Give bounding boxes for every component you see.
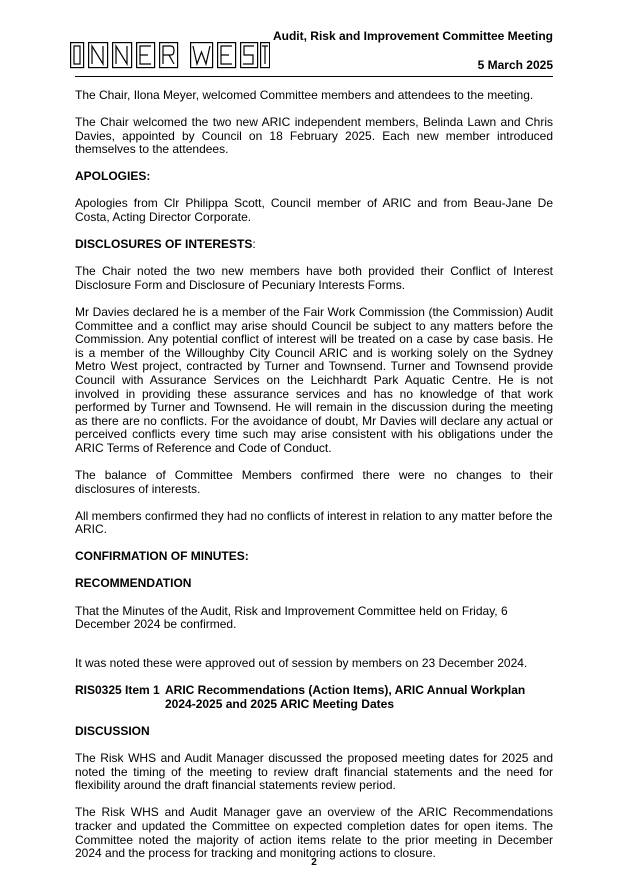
disclosures-paragraph-3: The balance of Committee Members confirmed there were no changes to their disclosures of interests. <box>75 467 553 496</box>
minutes-heading: CONFIRMATION OF MINUTES: <box>75 549 249 564</box>
discussion-heading: DISCUSSION <box>75 724 150 738</box>
approved-paragraph: It was noted these were approved out of session by members on 23 December 2024. <box>75 656 528 671</box>
minutes-body <box>75 89 553 874</box>
disclosures-heading <box>75 238 553 252</box>
discussion-paragraph-2: The Risk WHS and Audit Manager gave an overview of the ARIC Recommendations tracker and updated the Committee on expected completion dates for open items. The Committee noted the majority of action items relate to the prior meeting in December 2024 and the process for tracking and monitoring actions to closure. <box>75 805 553 861</box>
inner-west-logo <box>70 40 270 70</box>
disclosures-paragraph-4: All members confirmed they had no conflicts of interest in relation to any matter before the ARIC. <box>75 508 553 537</box>
recommendation-heading: RECOMMENDATION <box>75 576 192 591</box>
header-divider <box>75 76 553 77</box>
meeting-date: 5 March 2025 <box>477 58 553 72</box>
new-members-paragraph: The Chair welcomed the two new ARIC independent members, Belinda Lawn and Chris Davies, appointed by Council on 18 February 2025. Each new member introduced themselves to the attendees. <box>75 115 553 157</box>
agenda-item <box>75 684 553 711</box>
agenda-item-title: ARIC Recommendations (Action Items), ARIC Annual Workplan 2024-2025 and 2025 ARIC Meeting Dates <box>165 683 526 711</box>
page-number: 2 <box>311 857 317 868</box>
disclosures-heading-text: DISCLOSURES OF INTERESTS <box>75 237 253 252</box>
disclosures-paragraph-2: Mr Davies declared he is a member of the Fair Work Commission (the Commission) Audit Committee and a conflict may arise should Council be subject to any matters before the Commission. Any potential conflict of interest will be treated on a case by case basis. He is a member of the Willoughby City Council ARIC and is working solely on the Sydney Metro West project, contracted by Turner and Townsend. Turner and Townsend provide Council with Assurance Services on the Leichhardt Park Aquatic Centre. He is not involved in providing these assurance services and has no knowledge of that work performed by Turner and Townsend. He will remain in the discussion during the meeting as there are no conflicts. For the avoidance of doubt, Mr Davies will declare any actual or perceived conflicts every time such may arise consistent with his obligations under the ARIC Terms of Reference and Code of Conduct. <box>75 304 553 455</box>
disclosures-heading-colon: : <box>252 237 256 252</box>
meeting-title: Audit, Risk and Improvement Committee Meeting <box>272 29 553 43</box>
agenda-item-number: RIS0325 Item 1 <box>75 683 160 698</box>
apologies-paragraph: Apologies from Clr Philippa Scott, Council member of ARIC and from Beau-Jane De Costa, Acting Director Corporate. <box>75 196 553 225</box>
welcome-paragraph: The Chair, Ilona Meyer, welcomed Committee members and attendees to the meeting. <box>75 88 534 102</box>
apologies-heading: APOLOGIES: <box>75 169 151 184</box>
discussion-paragraph-1: The Risk WHS and Audit Manager discussed the proposed meeting dates for 2025 and noted the timing of the meeting to review draft financial statements and the need for flexibility around the draft financial statements review period. <box>75 751 553 793</box>
disclosures-paragraph-1: The Chair noted the two new members have both provided their Conflict of Interest Disclosure Form and Disclosure of Pecuniary Interests Forms. <box>75 264 553 292</box>
recommendation-paragraph: That the Minutes of the Audit, Risk and Improvement Committee held on Friday, 6 December 2024 be confirmed. <box>75 603 508 632</box>
